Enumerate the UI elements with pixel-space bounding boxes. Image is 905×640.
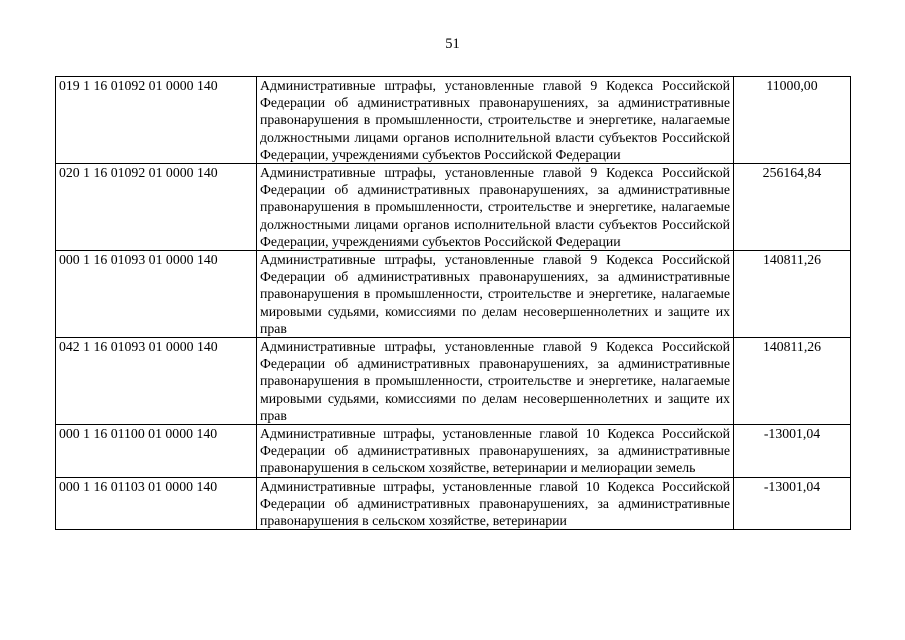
table-row <box>56 338 851 425</box>
description-cell: Административные штрафы, установленные главой 9 Кодекса Российской Федерации об административных правонарушениях, за административные правонарушения в промышленности, строительстве и энергетике, налагаемые мировыми судьями, комиссиями по делам несовершеннолетних и защите их прав <box>257 338 734 425</box>
budget-code-cell: 019 1 16 01092 01 0000 140 <box>56 77 257 164</box>
amount-cell: 11000,00 <box>734 77 851 164</box>
amount-cell: -13001,04 <box>734 477 851 530</box>
description-cell: Административные штрафы, установленные главой 9 Кодекса Российской Федерации об административных правонарушениях, за административные правонарушения в промышленности, строительстве и энергетике, налагаемые должностными лицами органов исполнительной власти субъектов Российской Федерации, учреждениями субъектов Российской Федерации <box>257 77 734 164</box>
budget-code-cell: 020 1 16 01092 01 0000 140 <box>56 164 257 251</box>
budget-code-cell: 042 1 16 01093 01 0000 140 <box>56 338 257 425</box>
description-cell: Административные штрафы, установленные главой 9 Кодекса Российской Федерации об административных правонарушениях, за административные правонарушения в промышленности, строительстве и энергетике, налагаемые мировыми судьями, комиссиями по делам несовершеннолетних и защите их прав <box>257 251 734 338</box>
budget-code-cell: 000 1 16 01100 01 0000 140 <box>56 425 257 478</box>
table-row <box>56 425 851 478</box>
table-row <box>56 477 851 530</box>
budget-code-cell: 000 1 16 01103 01 0000 140 <box>56 477 257 530</box>
table-row <box>56 77 851 164</box>
description-cell: Административные штрафы, установленные главой 9 Кодекса Российской Федерации об административных правонарушениях, за административные правонарушения в промышленности, строительстве и энергетике, налагаемые должностными лицами органов исполнительной власти субъектов Российской Федерации, учреждениями субъектов Российской Федерации <box>257 164 734 251</box>
amount-cell: 140811,26 <box>734 251 851 338</box>
page-number: 51 <box>445 36 460 52</box>
amount-cell: -13001,04 <box>734 425 851 478</box>
budget-code-cell: 000 1 16 01093 01 0000 140 <box>56 251 257 338</box>
revenue-table <box>55 76 851 530</box>
table-row <box>56 251 851 338</box>
description-cell: Административные штрафы, установленные главой 10 Кодекса Российской Федерации об административных правонарушениях, за административные правонарушения в сельском хозяйстве, ветеринарии <box>257 477 734 530</box>
table-row <box>56 164 851 251</box>
description-cell: Административные штрафы, установленные главой 10 Кодекса Российской Федерации об административных правонарушениях, за административные правонарушения в сельском хозяйстве, ветеринарии и мелиорации земель <box>257 425 734 478</box>
amount-cell: 140811,26 <box>734 338 851 425</box>
amount-cell: 256164,84 <box>734 164 851 251</box>
